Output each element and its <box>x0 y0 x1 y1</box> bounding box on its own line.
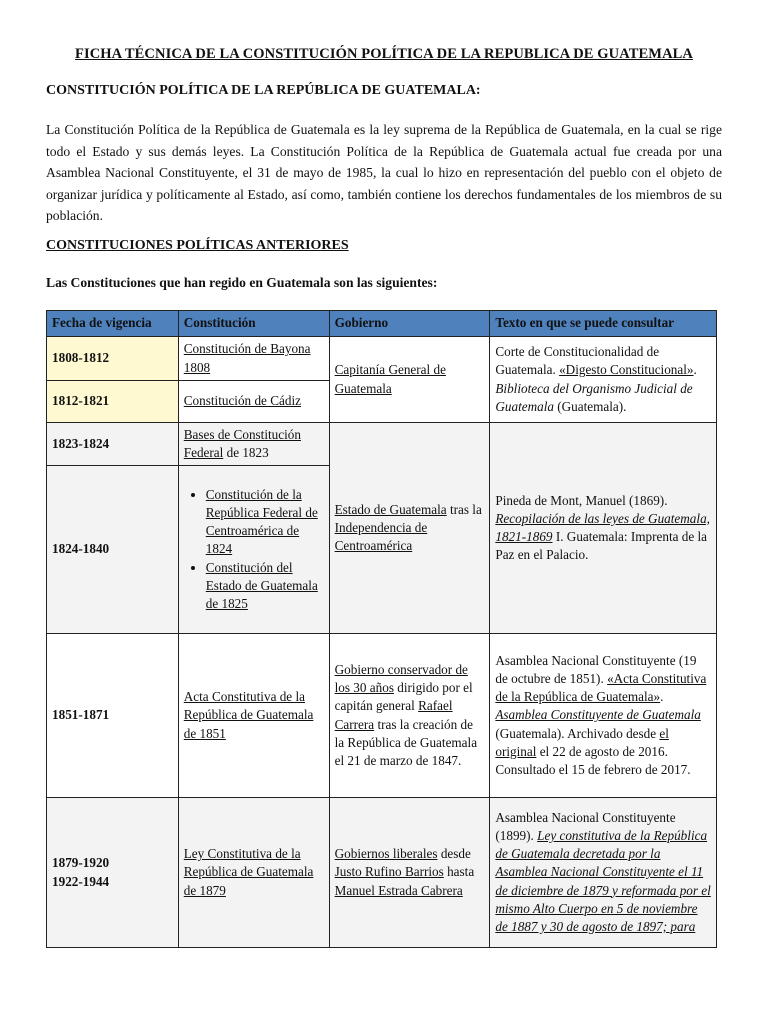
cell-constitution <box>178 337 329 381</box>
list-item <box>206 486 324 559</box>
intro-paragraph: La Constitución Política de la República de Guatemala es la ley suprema de la República de Guatemala, en la cual se rige todo el Estado y sus demás leyes. La Constitución Política de la República de Guatemala actual fue creada por una Asamblea Nacional Constituyente, el 31 de mayo de 1985, la cual lo hizo en representación del pueblo con el objeto de organizar jurídica y políticamente al Estado, así como, también contiene los derechos fundamentales de los miembros de su población. <box>46 122 722 224</box>
government-text: desde <box>437 846 471 862</box>
government-link[interactable]: Gobierno conservador de los 30 años <box>334 661 468 696</box>
cell-constitution <box>178 634 329 798</box>
source-link[interactable]: Recopilación de las leyes de Guatemala, 1821-1869 <box>495 510 710 544</box>
section-heading-current-constitution: CONSTITUCIÓN POLÍTICA DE LA REPÚBLICA DE GUATEMALA: <box>46 83 481 98</box>
table-row <box>47 337 717 381</box>
header-date: Fecha de vigencia <box>47 311 179 337</box>
cell-constitution <box>178 798 329 948</box>
document-title: FICHA TÉCNICA DE LA CONSTITUCIÓN POLÍTICA DE LA REPUBLICA DE GUATEMALA <box>75 46 693 62</box>
header-constitution: Constitución <box>178 311 329 337</box>
cell-constitution <box>178 381 329 423</box>
constitution-link[interactable]: Constitución del Estado de Guatemala de 1825 <box>205 559 318 611</box>
constitution-link[interactable]: Constitución de Bayona 1808 <box>183 341 311 375</box>
government-link[interactable]: Estado de Guatemala <box>334 501 447 517</box>
source-link[interactable]: «Digesto Constitucional» <box>559 362 694 378</box>
source-link[interactable]: Ley constitutiva de la República de Guatemala decretada por la Asamblea Nacional Constituyente el 11 de diciembre de 1879 y reformada por el mismo Alto Cuerpo en 5 de noviembre de 1887 y 30 de agosto de 1897; para <box>495 827 711 934</box>
table-header-row <box>47 311 717 337</box>
government-link[interactable]: Rafael Carrera <box>334 698 453 732</box>
source-text: . <box>693 362 697 378</box>
cell-government <box>329 337 490 423</box>
date-line: 1879-1920 <box>52 855 110 871</box>
source-italic: Biblioteca del Organismo Judicial de Guatemala <box>495 380 693 414</box>
source-link[interactable]: Asamblea Constituyente de Guatemala <box>495 707 701 723</box>
constitution-link[interactable]: Constitución de Cádiz <box>183 393 301 409</box>
government-text: tras la <box>446 501 482 517</box>
constitution-link[interactable]: Constitución de la República Federal de Centroamérica de 1824 <box>205 486 318 557</box>
cell-date: 1824-1840 <box>47 466 179 634</box>
cell-date: 1812-1821 <box>47 381 179 423</box>
table-row <box>47 423 717 466</box>
cell-source <box>490 798 717 948</box>
cell-date: 1808-1812 <box>47 337 179 381</box>
date-line: 1922-1944 <box>52 873 110 889</box>
constitution-text: de 1823 <box>223 445 269 460</box>
government-text: tras la creación de la República de Guatemala el 21 de marzo de 1847. <box>334 716 478 768</box>
source-link[interactable]: «Acta Constitutiva de la República de Guatemala» <box>495 670 707 705</box>
constitution-link[interactable]: Bases de Constitución Federal <box>183 426 301 460</box>
constitution-link[interactable]: Ley Constitutiva de la República de Guatemala de 1879 <box>183 846 314 898</box>
constitutions-table <box>46 310 717 948</box>
header-government: Gobierno <box>329 311 490 337</box>
cell-source <box>490 634 717 798</box>
source-text: . <box>660 689 664 705</box>
source-text: I. Guatemala: Imprenta de la Paz en el Palacio. <box>495 529 708 563</box>
government-link[interactable]: Gobiernos liberales <box>334 846 438 862</box>
source-text: Corte de Constitucionalidad de Guatemala. <box>495 344 660 378</box>
source-text: el 22 de agosto de 2016. Consultado el 15 de febrero de 2017. <box>495 743 691 777</box>
cell-government <box>329 634 490 798</box>
cell-government <box>329 798 490 948</box>
cell-source <box>490 337 717 423</box>
cell-constitution <box>178 466 329 634</box>
government-link[interactable]: Capitanía General de Guatemala <box>334 362 446 396</box>
government-link[interactable]: Manuel Estrada Cabrera <box>334 882 463 898</box>
constitution-link[interactable]: Acta Constitutiva de la República de Guatemala de 1851 <box>183 689 314 741</box>
cell-source <box>490 423 717 634</box>
table-row <box>47 634 717 798</box>
source-text: (Guatemala). Archivado desde <box>495 725 660 741</box>
list-item <box>206 559 324 614</box>
cell-government <box>329 423 490 634</box>
source-text: Asamblea Nacional Constituyente (1899). <box>495 809 676 843</box>
table-intro: Las Constituciones que han regido en Guatemala son las siguientes: <box>46 275 438 290</box>
government-text: dirigido por el capitán general <box>334 680 473 714</box>
cell-date <box>47 798 179 948</box>
cell-date: 1851-1871 <box>47 634 179 798</box>
table-row <box>47 798 717 948</box>
government-text: hasta <box>443 864 475 880</box>
section-heading-previous-constitutions: CONSTITUCIONES POLÍTICAS ANTERIORES <box>46 238 349 253</box>
source-text: Asamblea Nacional Constituyente (19 de octubre de 1851). <box>495 652 697 686</box>
government-link[interactable]: Independencia de Centroamérica <box>334 519 428 554</box>
cell-date: 1823-1824 <box>47 423 179 466</box>
cell-constitution <box>178 423 329 466</box>
header-source: Texto en que se puede consultar <box>490 311 717 337</box>
constitution-list <box>184 486 324 613</box>
source-text: Pineda de Mont, Manuel (1869). <box>495 492 668 508</box>
source-text: (Guatemala). <box>553 398 627 414</box>
source-link[interactable]: el original <box>495 725 669 759</box>
government-link[interactable]: Justo Rufino Barrios <box>334 864 444 880</box>
